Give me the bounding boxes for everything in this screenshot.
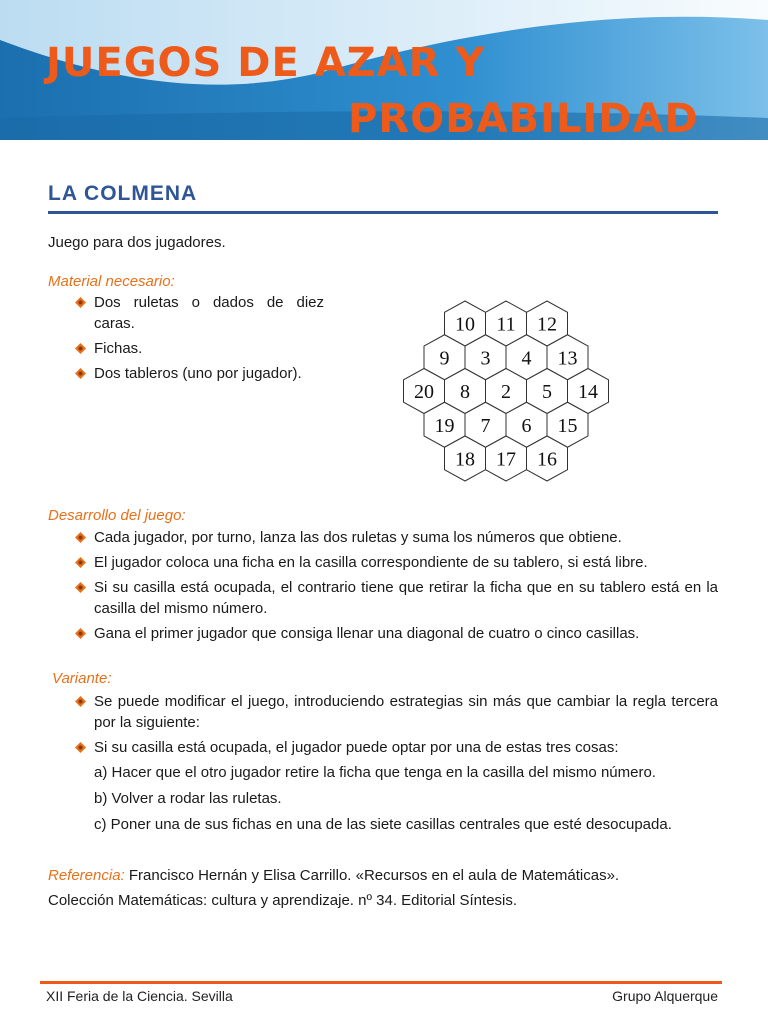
footer-divider — [40, 981, 722, 984]
diamond-bullet-icon — [75, 297, 86, 308]
material-label: Material necesario: — [48, 273, 175, 290]
section-title: LA COLMENA — [48, 182, 198, 205]
hex-cell-number: 18 — [455, 448, 475, 471]
footer-event: XII Feria de la Ciencia. Sevilla — [46, 988, 233, 1004]
intro-text: Juego para dos jugadores. — [48, 234, 226, 251]
diamond-bullet-icon — [75, 742, 86, 753]
variante-list — [48, 691, 718, 762]
diamond-bullet-icon — [75, 696, 86, 707]
hex-cell-number: 12 — [537, 313, 557, 336]
hex-cell-number: 14 — [578, 381, 598, 403]
hex-cell-number: 15 — [557, 414, 578, 437]
list-item: Si su casilla está ocupada, el jugador puede optar por una de estas tres cosas: — [48, 737, 718, 758]
hex-cell-number: 20 — [414, 381, 434, 403]
header-banner — [0, 0, 768, 140]
hex-cell-number: 3 — [480, 347, 491, 370]
hex-cell-number: 6 — [521, 414, 532, 437]
hex-cell-number: 7 — [480, 414, 491, 437]
variante-option-b: b) Volver a rodar las ruletas. — [94, 790, 282, 807]
list-item: El jugador coloca una ficha en la casilla correspondiente de su tablero, si está libre. — [48, 552, 718, 573]
hex-cell-number: 13 — [557, 347, 578, 370]
diamond-bullet-icon — [75, 368, 86, 379]
hive-board-diagram — [396, 296, 616, 486]
reference-line — [48, 865, 728, 887]
list-item: Fichas. — [48, 338, 324, 359]
hex-cell-number: 16 — [537, 448, 557, 471]
desarrollo-label: Desarrollo del juego: — [48, 507, 186, 524]
list-item: Se puede modificar el juego, introduciendo estrategias sin más que cambiar la regla tercera por la siguiente: — [48, 691, 718, 733]
variante-option-a: a) Hacer que el otro jugador retire la ficha que tenga en la casilla del mismo número. — [94, 764, 656, 781]
hex-cell-number: 8 — [460, 381, 470, 403]
hex-cell-number: 17 — [496, 448, 516, 471]
hex-cell-number: 4 — [521, 347, 532, 370]
section-divider — [48, 211, 718, 214]
reference-text: Francisco Hernán y Elisa Carrillo. «Recursos en el aula de Matemáticas». — [128, 867, 620, 884]
title-line-2: PROBABILIDAD — [348, 96, 699, 140]
diamond-bullet-icon — [75, 628, 86, 639]
hex-cell-number: 9 — [439, 347, 450, 370]
list-item: Dos tableros (uno por jugador). — [48, 363, 324, 384]
hex-cell-number: 2 — [501, 381, 511, 403]
list-item: Dos ruletas o dados de diez caras. — [48, 292, 324, 334]
diamond-bullet-icon — [75, 557, 86, 568]
footer-group: Grupo Alquerque — [612, 988, 718, 1004]
variante-option-c: c) Poner una de sus fichas en una de las siete casillas centrales que esté desocupada. — [94, 816, 672, 833]
diamond-bullet-icon — [75, 343, 86, 354]
list-item: Gana el primer jugador que consiga llenar una diagonal de cuatro o cinco casillas. — [48, 623, 718, 644]
variante-label: Variante: — [52, 670, 112, 687]
hex-cell-number: 19 — [434, 414, 455, 437]
desarrollo-list — [48, 527, 718, 648]
diamond-bullet-icon — [75, 532, 86, 543]
hex-cell-number: 11 — [496, 313, 516, 336]
material-list — [48, 292, 324, 388]
diamond-bullet-icon — [75, 582, 86, 593]
reference-text-2: Colección Matemáticas: cultura y aprendizaje. nº 34. Editorial Síntesis. — [48, 892, 518, 909]
title-line-1: JUEGOS DE AZAR Y — [46, 40, 486, 86]
hex-cell-number: 5 — [542, 381, 552, 403]
reference-label: Referencia: — [48, 867, 125, 884]
list-item: Cada jugador, por turno, lanza las dos ruletas y suma los números que obtiene. — [48, 527, 718, 548]
hex-cell-number: 10 — [455, 313, 475, 336]
list-item: Si su casilla está ocupada, el contrario tiene que retirar la ficha que en su tablero está en la casilla del mismo número. — [48, 577, 718, 619]
